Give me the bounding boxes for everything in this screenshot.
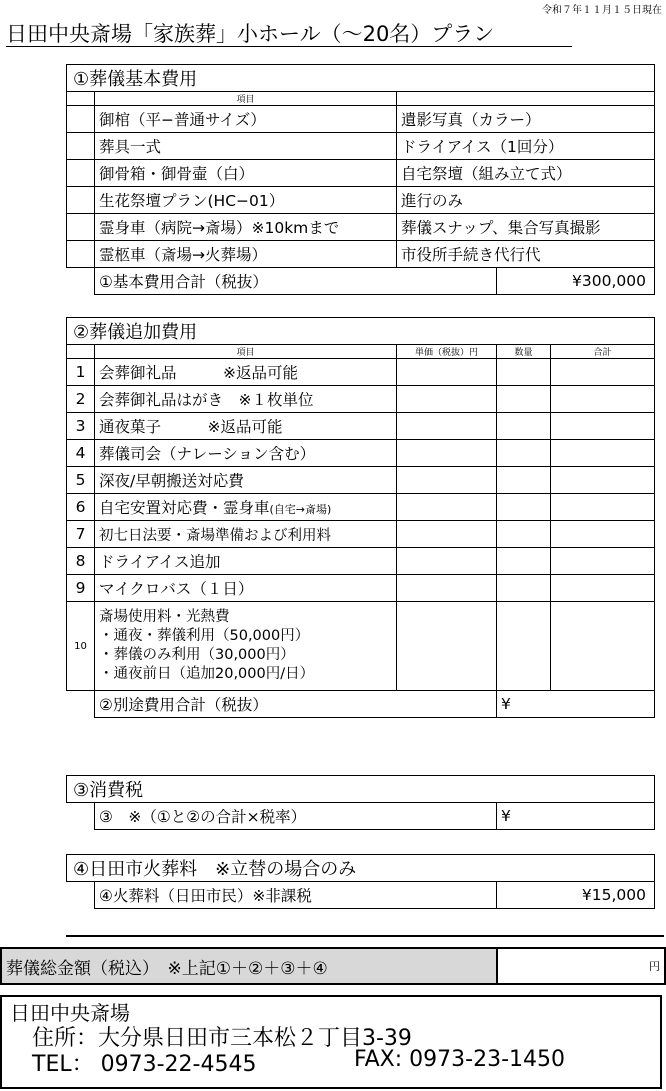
- unit-price-cell[interactable]: [397, 602, 497, 691]
- additional-item: マイクロバス（１日）: [95, 575, 397, 602]
- total-cell[interactable]: [551, 494, 655, 521]
- additional-item: 会葬御礼品 ※返品可能: [95, 359, 397, 386]
- issue-date: 令和７年１１月１５日現在: [542, 5, 662, 16]
- unit-price-cell[interactable]: [397, 467, 497, 494]
- address-box: [0, 995, 662, 1089]
- basic-item: 霊身車（病院→斎場）※10kmまで: [95, 214, 397, 241]
- total-cell[interactable]: [551, 602, 655, 691]
- row-number: 9: [67, 575, 95, 602]
- row-number: 4: [67, 440, 95, 467]
- additional-item: 深夜/早朝搬送対応費: [95, 467, 397, 494]
- basic-item: 御骨箱・御骨壷（白）: [95, 160, 397, 187]
- grand-total-label: 葬儀総金額（税込） ※上記①＋②＋③＋④: [1, 948, 497, 984]
- unit-price-cell[interactable]: [397, 548, 497, 575]
- additional-item: 会葬御礼品はがき ※１枚単位: [95, 386, 397, 413]
- additional-cost-table: [66, 317, 655, 718]
- section1-title: ①葬儀基本費用: [67, 65, 655, 92]
- grand-total-value[interactable]: 円: [497, 948, 665, 984]
- basic-cost-table: [66, 64, 655, 295]
- basic-item: 生花祭壇プラン(HC−01）: [95, 187, 397, 214]
- additional-item-label: 自宅安置対応費・霊身車: [99, 499, 270, 517]
- basic-item: 進行のみ: [397, 187, 655, 214]
- table-row: [67, 575, 655, 602]
- table-row: [67, 494, 655, 521]
- header-blank: [67, 92, 95, 106]
- quantity-cell[interactable]: [497, 602, 551, 691]
- quantity-cell[interactable]: [497, 575, 551, 602]
- header-total: 合計: [551, 345, 655, 359]
- venue-name: 日田中央斎場: [10, 1001, 130, 1025]
- title-underline: [6, 46, 572, 47]
- row-number: 2: [67, 386, 95, 413]
- cremation-value: ¥15,000: [497, 882, 655, 909]
- basic-total-value: ¥300,000: [497, 268, 655, 295]
- table-row: [67, 160, 655, 187]
- header-item: 項目: [95, 92, 397, 106]
- header-unit-price: 単価（税抜）円: [397, 345, 497, 359]
- total-cell[interactable]: [551, 413, 655, 440]
- quantity-cell[interactable]: [497, 494, 551, 521]
- cremation-label: ④火葬料（日田市民）※非課税: [95, 882, 497, 909]
- additional-item: 通夜菓子 ※返品可能: [95, 413, 397, 440]
- basic-item: 自宅祭壇（組み立て式）: [397, 160, 655, 187]
- tax-label: ③ ※（①と②の合計×税率）: [95, 803, 497, 830]
- unit-price-cell[interactable]: [397, 386, 497, 413]
- section3-title: ③消費税: [67, 776, 655, 803]
- basic-item: 霊柩車（斎場→火葬場）: [95, 241, 397, 268]
- divider: [66, 935, 664, 937]
- table-row: [67, 241, 655, 268]
- basic-item: 葬儀スナップ、集合写真撮影: [397, 214, 655, 241]
- header-blank: [67, 345, 95, 359]
- row-number: 1: [67, 359, 95, 386]
- quantity-cell[interactable]: [497, 386, 551, 413]
- cremation-table: [66, 854, 655, 909]
- total-cell[interactable]: [551, 440, 655, 467]
- venue-address: 住所：大分県日田市三本松２丁目3-39: [32, 1026, 412, 1051]
- additional-item: [95, 494, 397, 521]
- table-row: [67, 386, 655, 413]
- total-cell[interactable]: [551, 575, 655, 602]
- section2-title: ②葬儀追加費用: [67, 318, 655, 345]
- table-row: [67, 413, 655, 440]
- unit-price-cell[interactable]: [397, 575, 497, 602]
- unit-price-cell[interactable]: [397, 359, 497, 386]
- additional-total-label: ②別途費用合計（税抜）: [95, 691, 497, 718]
- quantity-cell[interactable]: [497, 521, 551, 548]
- table-row: [67, 133, 655, 160]
- basic-item: 市役所手続き代行代: [397, 241, 655, 268]
- venue-tel: TEL： 0973-22-4545: [32, 1052, 257, 1077]
- total-cell[interactable]: [551, 467, 655, 494]
- item-line: ・通夜・葬儀利用（50,000円）: [99, 628, 310, 644]
- unit-price-cell[interactable]: [397, 413, 497, 440]
- total-cell[interactable]: [551, 386, 655, 413]
- table-row: [67, 214, 655, 241]
- additional-item: 葬儀司会（ナレーション含む）: [95, 440, 397, 467]
- table-row: [67, 521, 655, 548]
- additional-item: 初七日法要・斎場準備および利用料: [95, 521, 397, 548]
- quantity-cell[interactable]: [497, 359, 551, 386]
- total-cell[interactable]: [551, 548, 655, 575]
- quantity-cell[interactable]: [497, 467, 551, 494]
- header-blank: [397, 92, 655, 106]
- page-title: 日田中央斎場「家族葬」小ホール（～20名）プラン: [6, 22, 495, 46]
- tax-table: [66, 775, 655, 830]
- table-row: [67, 548, 655, 575]
- additional-item: ドライアイス追加: [95, 548, 397, 575]
- additional-item-note: (自宅→斎場): [269, 503, 332, 516]
- row-number: 3: [67, 413, 95, 440]
- row-number: 5: [67, 467, 95, 494]
- quantity-cell[interactable]: [497, 413, 551, 440]
- table-row: [67, 359, 655, 386]
- table-row: [67, 440, 655, 467]
- row-number: 10: [67, 602, 95, 691]
- quantity-cell[interactable]: [497, 440, 551, 467]
- row-number: 6: [67, 494, 95, 521]
- grand-total-table: [0, 947, 666, 985]
- quantity-cell[interactable]: [497, 548, 551, 575]
- total-cell[interactable]: [551, 521, 655, 548]
- basic-item: 御棺（平−普通サイズ）: [95, 106, 397, 133]
- unit-price-cell[interactable]: [397, 521, 497, 548]
- basic-total-label: ①基本費用合計（税抜）: [95, 268, 497, 295]
- header-item: 項目: [95, 345, 397, 359]
- item-line: ・通夜前日（追加20,000円/日）: [99, 666, 315, 682]
- basic-item: 葬具一式: [95, 133, 397, 160]
- header-quantity: 数量: [497, 345, 551, 359]
- unit-price-cell[interactable]: [397, 494, 497, 521]
- table-row: [67, 602, 655, 691]
- basic-item: ドライアイス（1回分）: [397, 133, 655, 160]
- table-row: [67, 106, 655, 133]
- row-number: 8: [67, 548, 95, 575]
- section4-title: ④日田市火葬料 ※立替の場合のみ: [67, 855, 655, 882]
- table-row: [67, 467, 655, 494]
- row-number: 7: [67, 521, 95, 548]
- total-cell[interactable]: [551, 359, 655, 386]
- unit-price-cell[interactable]: [397, 440, 497, 467]
- tax-value[interactable]: ¥: [497, 803, 655, 830]
- basic-item: 遺影写真（カラー）: [397, 106, 655, 133]
- additional-item: [95, 602, 397, 691]
- item-line: 斎場使用料・光熱費: [99, 609, 230, 625]
- item-line: ・葬儀のみ利用（30,000円）: [99, 647, 295, 663]
- venue-fax: FAX: 0973-23-1450: [354, 1047, 566, 1072]
- additional-total-value[interactable]: ¥: [497, 691, 655, 718]
- table-row: [67, 187, 655, 214]
